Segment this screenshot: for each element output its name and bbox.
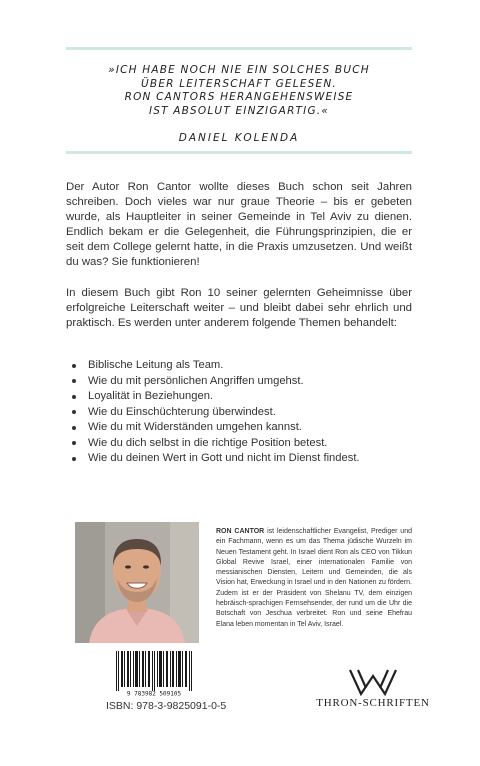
bullet-icon: [72, 457, 76, 461]
bullet-icon: [72, 426, 76, 430]
endorsement-quote: [66, 64, 412, 146]
list-item: [66, 389, 412, 405]
quote-line-2: ÜBER LEITERSCHAFT GELESEN.: [141, 77, 337, 90]
topic-text: Wie du mit persönlichen Angriffen umgehst.: [88, 374, 304, 387]
author-bio: [216, 527, 412, 630]
crown-icon: [314, 664, 432, 698]
list-item: [66, 358, 412, 374]
list-item: [66, 405, 412, 421]
bullet-icon: [72, 395, 76, 399]
list-item: [66, 436, 412, 452]
isbn-label: ISBN: 978-3-9825091-0-5: [106, 700, 227, 712]
author-name: RON CANTOR: [216, 528, 265, 535]
topic-text: Wie du mit Widerständen umgehen kannst.: [88, 421, 302, 433]
topic-text: Wie du dich selbst in die richtige Position betest.: [88, 436, 328, 449]
bullet-icon: [72, 410, 76, 414]
topic-text: Wie du Einschüchterung überwindest.: [88, 405, 276, 418]
quote-line-3: RON CANTORS HERANGEHENSWEISE: [124, 91, 354, 103]
quote-author: DANIEL KOLENDA: [178, 132, 300, 144]
author-bio-text: ist leidenschaftlicher Evangelist, Prediger und ein Fachmann, wenn es um das Thema jüdische Wurzeln im Neuen Testament geht. In Israel dient Ron als CEO von Tikkun Global Revive Israel, einer internationalen Familie von messianischen Diensten, Leitern und Gemeinden, die als Vision hat, Erweckung in Israel und in den Nationen zu fördern. Zudem ist er der Präsident von Shelanu TV, dem einzigen hebräisch-sprachigen Fernsehsender, der rund um die Uhr die Botschaft von Jeschua verbreitet. Ron und seine Ehefrau Elana leben momentan in Tel Aviv, Israel.: [216, 528, 412, 628]
top-divider: [66, 47, 412, 50]
list-item: [66, 374, 412, 390]
list-item: [66, 451, 412, 467]
publisher-name: THRON-SCHRIFTEN: [316, 697, 430, 709]
topic-list: [66, 358, 412, 467]
intro-paragraph-2: In diesem Buch gibt Ron 10 seiner gelernten Geheimnisse über erfolgreiche Leiterschaft weiter – und bleibt dabei sehr ehrlich und praktisch. Es werden unter anderem folgende Themen behandelt:: [66, 287, 412, 329]
intro-paragraph-1: Der Autor Ron Cantor wollte dieses Buch schon seit Jahren schreiben. Doch vieles war nur graue Theorie – bis er gebeten wurde, als Hauptleiter in seiner Gemeinde in Tel Aviv zu dienen. Endlich bekam er die Gelegenheit, die Führungsprinzipien, die er seit dem College gelernt hatte, in die Praxis umzusetzen. Und weißt du was? Sie funktionieren!: [66, 181, 412, 268]
bullet-icon: [72, 441, 76, 445]
topic-text: Biblische Leitung als Team.: [88, 359, 224, 371]
topic-text: Wie du deinen Wert in Gott und nicht im Dienst findest.: [88, 452, 360, 464]
publisher-logo: [314, 664, 432, 714]
bullet-icon: [72, 379, 76, 383]
quote-line-1: »ICH HABE NOCH NIE EIN SOLCHES BUCH: [108, 64, 370, 76]
barcode-icon: [112, 651, 196, 697]
author-portrait-icon: [75, 522, 199, 643]
quote-line-4: IST ABSOLUT EINZIGARTIG.«: [148, 104, 330, 117]
list-item: [66, 420, 412, 436]
bottom-divider: [66, 151, 412, 154]
bullet-icon: [72, 364, 76, 368]
author-photo: [75, 522, 199, 643]
barcode-bars: [116, 651, 192, 691]
barcode-number: 9 783982 509105: [126, 690, 182, 697]
topic-text: Loyalität in Beziehungen.: [88, 390, 214, 402]
